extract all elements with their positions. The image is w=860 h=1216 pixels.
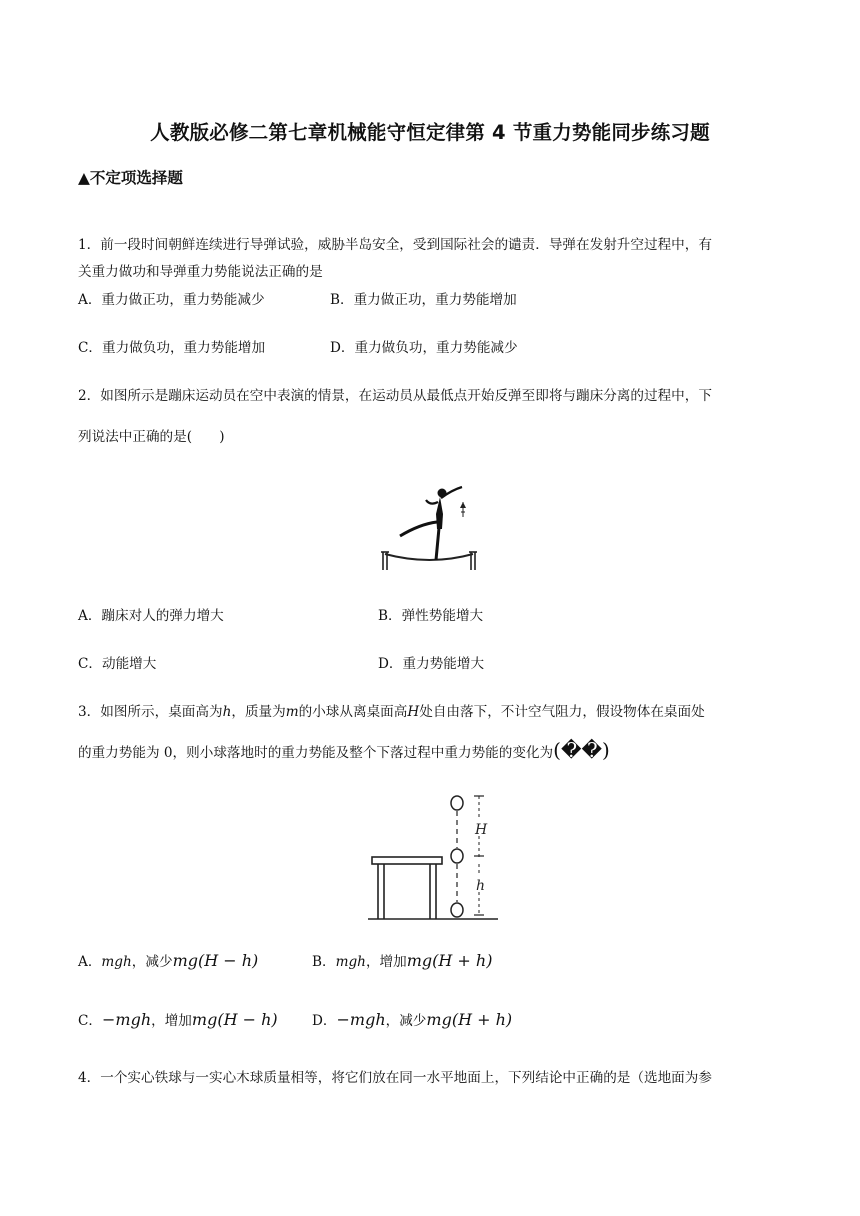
q2-option-b: B．弹性势能增大 [378, 608, 484, 624]
q1-option-d: D．重力做负功，重力势能减少 [330, 340, 518, 356]
label-H: H [475, 822, 488, 838]
q3-option-c: C．−mgh，增加mg(H − h) [78, 1010, 278, 1029]
q2-option-a: A．蹦床对人的弹力增大 [78, 608, 224, 624]
trampoline-figure [380, 484, 480, 574]
q4-stem-line1: 4．一个实心铁球与一实心木球质量相等，将它们放在同一水平地面上，下列结论中正确的是（选地面为参 [78, 1070, 712, 1086]
q2-option-d: D．重力势能增大 [378, 656, 485, 672]
q1-stem-line2: 关重力做功和导弹重力势能说法正确的是 [78, 264, 323, 280]
q3-stem-line2: 的重力势能为 0，则小球落地时的重力势能及整个下落过程中重力势能的变化为(��) [78, 738, 610, 762]
q2-stem-line1: 2．如图所示是蹦床运动员在空中表演的情景，在运动员从最低点开始反弹至即将与蹦床分离的过程中，下 [78, 388, 712, 404]
q2-stem-line2: 列说法中正确的是( ) [78, 429, 225, 445]
q1-option-b: B．重力做正功，重力势能增加 [330, 292, 517, 308]
page-title: 人教版必修二第七章机械能守恒定律第 4 节重力势能同步练习题 [150, 121, 710, 144]
q1-option-a: A．重力做正功，重力势能减少 [78, 292, 265, 308]
q3-option-d: D．−mgh，减少mg(H + h) [312, 1010, 513, 1029]
section-heading: ▲不定项选择题 [78, 169, 183, 187]
q3-option-a: A．mgh，减少mg(H − h) [78, 951, 259, 970]
q2-option-c: C．动能增大 [78, 656, 157, 672]
q3-answer-parens: (��) [553, 738, 610, 762]
q3-option-b: B．mgh，增加mg(H + h) [312, 951, 493, 970]
label-h: h [476, 878, 486, 894]
q3-stem-line1: 3．如图所示，桌面高为h，质量为m的小球从离桌面高H处自由落下，不计空气阻力，假设物体在桌面处 [78, 704, 705, 720]
q1-stem-line1: 1．前一段时间朝鲜连续进行导弹试验，威胁半岛安全，受到国际社会的谴责．导弹在发射升空过程中，有 [78, 237, 712, 253]
falling-ball-figure [368, 790, 498, 925]
q1-option-c: C．重力做负功，重力势能增加 [78, 340, 266, 356]
